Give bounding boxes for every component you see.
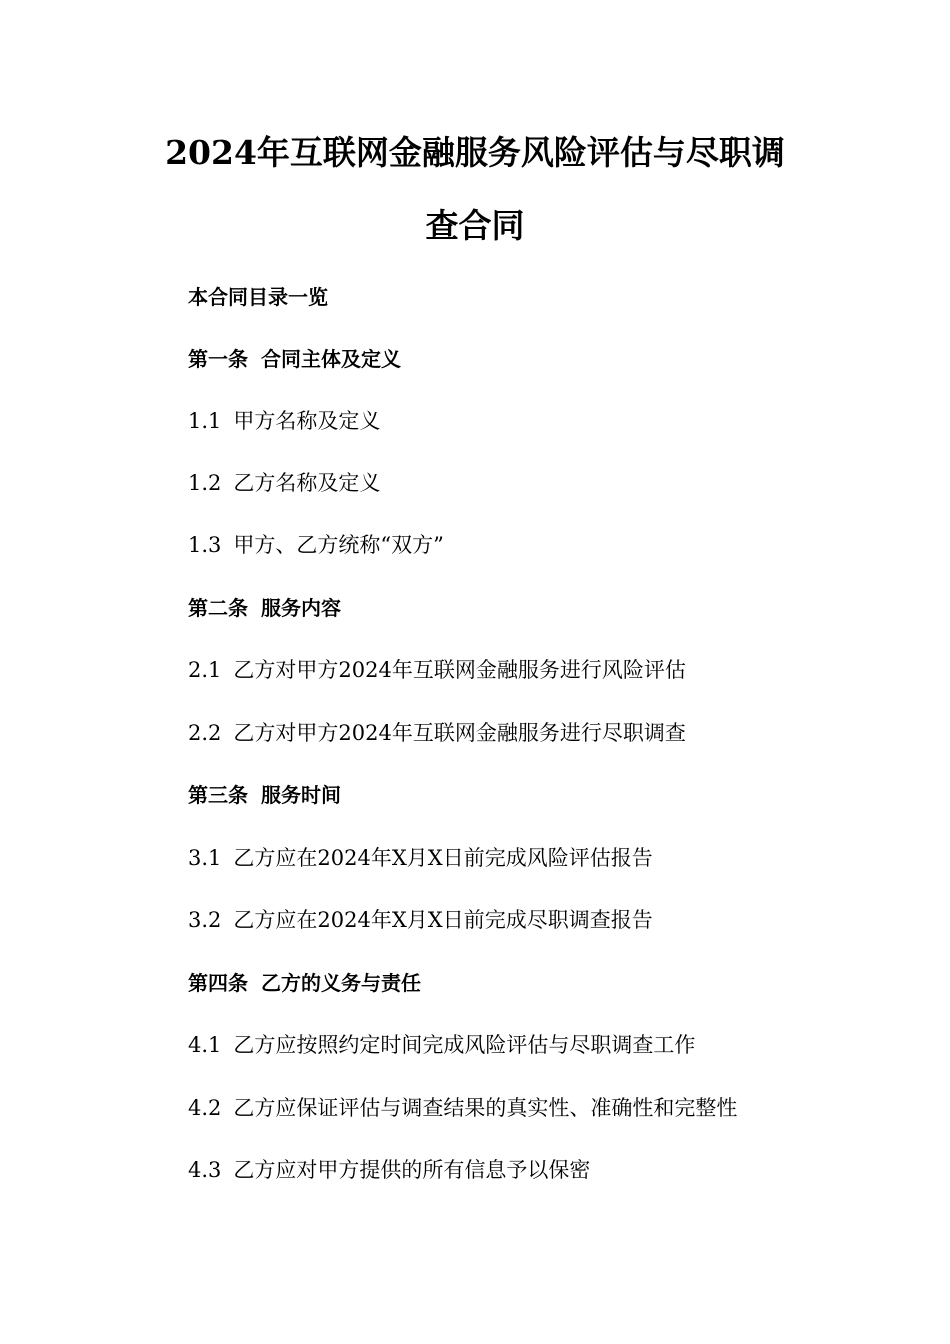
document-title-line-2: 查合同 bbox=[425, 206, 525, 245]
document-title-line-1: 2024年互联网金融服务风险评估与尽职调 bbox=[165, 133, 785, 172]
clause-text: 乙方应在2024年X月X日前完成风险评估报告 bbox=[233, 846, 653, 870]
clause-text: 乙方名称及定义 bbox=[233, 471, 381, 495]
clause-number: 3.2 bbox=[188, 908, 222, 932]
toc-heading: 本合同目录一览 bbox=[188, 285, 328, 309]
clause-number: 1.2 bbox=[188, 471, 222, 495]
clause-number: 4.3 bbox=[188, 1158, 222, 1182]
clause-item bbox=[188, 719, 686, 747]
article-label: 第一条 bbox=[188, 347, 248, 371]
article-label: 第三条 bbox=[188, 783, 248, 807]
clause-item bbox=[188, 1094, 737, 1122]
clause-text: 甲方名称及定义 bbox=[233, 409, 381, 433]
clause-text: 乙方应保证评估与调查结果的真实性、准确性和完整性 bbox=[233, 1096, 738, 1120]
clause-item bbox=[188, 1156, 590, 1184]
article-heading bbox=[188, 345, 401, 373]
clause-number: 1.1 bbox=[188, 409, 222, 433]
clause-number: 4.2 bbox=[188, 1096, 222, 1120]
clause-text: 乙方对甲方2024年互联网金融服务进行风险评估 bbox=[233, 658, 686, 682]
clause-text: 乙方对甲方2024年互联网金融服务进行尽职调查 bbox=[233, 721, 686, 745]
clause-item bbox=[188, 469, 380, 497]
clause-text: 乙方应按照约定时间完成风险评估与尽职调查工作 bbox=[233, 1033, 696, 1057]
article-heading bbox=[188, 969, 421, 997]
clause-text: 乙方应在2024年X月X日前完成尽职调查报告 bbox=[233, 908, 653, 932]
article-title: 乙方的义务与责任 bbox=[261, 971, 421, 995]
article-label: 第二条 bbox=[188, 596, 248, 620]
clause-text: 乙方应对甲方提供的所有信息予以保密 bbox=[233, 1158, 591, 1182]
clause-item bbox=[188, 531, 444, 559]
clause-number: 2.2 bbox=[188, 721, 222, 745]
clause-number: 3.1 bbox=[188, 846, 222, 870]
clause-item bbox=[188, 844, 653, 872]
clause-item bbox=[188, 906, 653, 934]
article-title: 合同主体及定义 bbox=[261, 347, 401, 371]
clause-item bbox=[188, 656, 686, 684]
clause-text: 甲方、乙方统称“双方” bbox=[233, 533, 444, 557]
clause-item bbox=[188, 407, 380, 435]
clause-number: 1.3 bbox=[188, 533, 222, 557]
clause-number: 2.1 bbox=[188, 658, 222, 682]
article-title: 服务内容 bbox=[261, 596, 341, 620]
article-heading bbox=[188, 781, 341, 809]
clause-item bbox=[188, 1031, 695, 1059]
article-title: 服务时间 bbox=[261, 783, 341, 807]
clause-number: 4.1 bbox=[188, 1033, 222, 1057]
article-label: 第四条 bbox=[188, 971, 248, 995]
article-heading bbox=[188, 594, 341, 622]
